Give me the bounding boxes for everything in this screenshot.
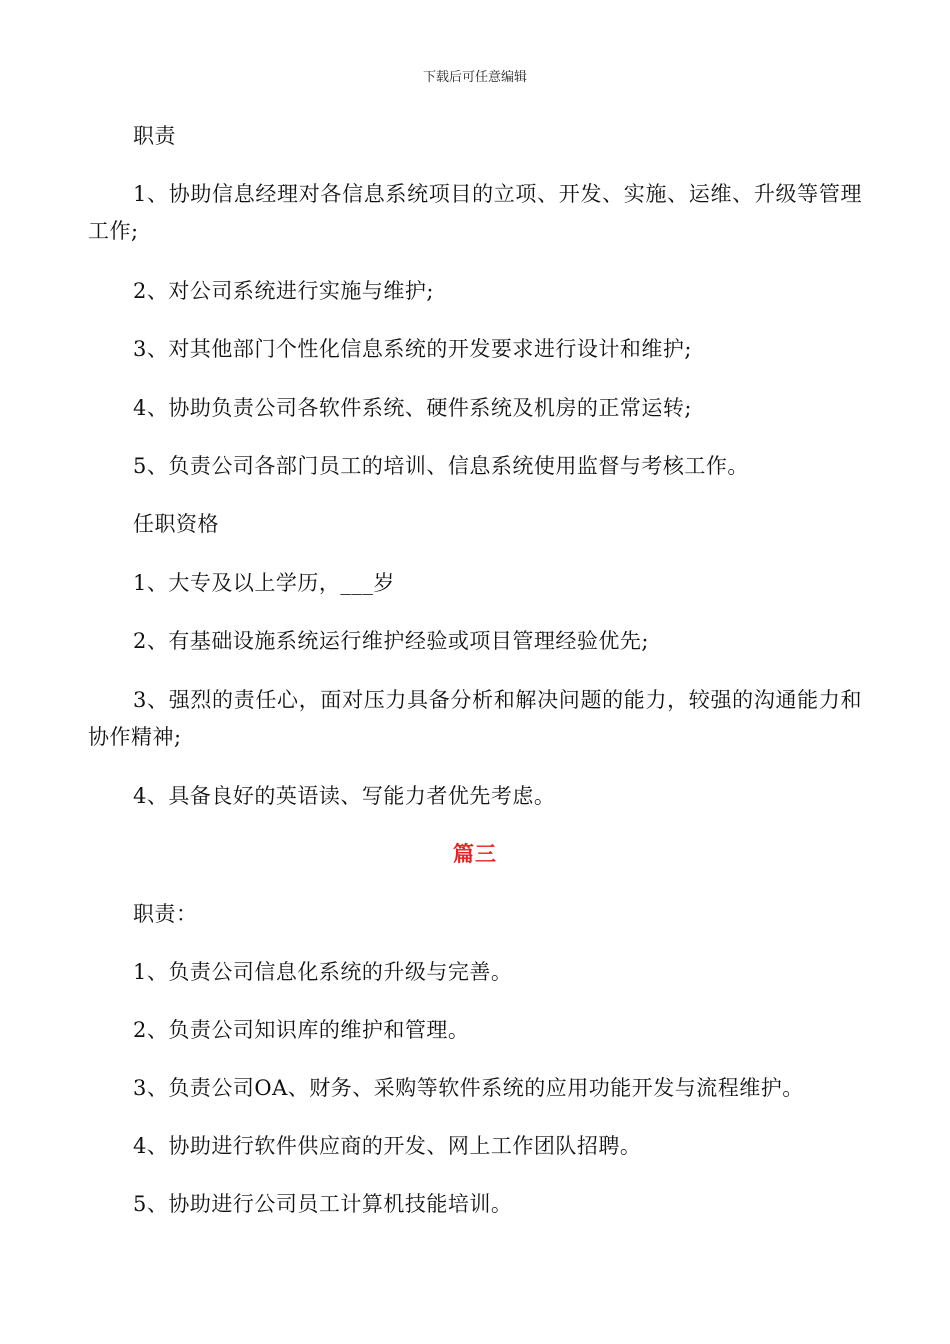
duty-item-1-section-three: 1、负责公司信息化系统的升级与完善。 bbox=[133, 960, 513, 984]
duty-item-3-section-three: 3、负责公司OA、财务、采购等软件系统的应用功能开发与流程维护。 bbox=[133, 1076, 804, 1100]
section-title: 篇三 bbox=[453, 842, 497, 866]
duty-item-4: 4、协助负责公司各软件系统、硬件系统及机房的正常运转; bbox=[133, 396, 692, 420]
duty-heading: 职责 bbox=[133, 124, 176, 148]
page-header-note: 下载后可任意编辑 bbox=[422, 70, 527, 85]
duty-item-4-section-three: 4、协助进行软件供应商的开发、网上工作团队招聘。 bbox=[133, 1134, 642, 1158]
duty-heading-section-three: 职责： bbox=[133, 902, 198, 926]
duty-item-5: 5、负责公司各部门员工的培训、信息系统使用监督与考核工作。 bbox=[133, 454, 749, 478]
duty-item-1: 1、协助信息经理对各信息系统项目的立项、开发、实施、运维、升级等管理工作; bbox=[88, 182, 862, 243]
duty-item-2-section-three: 2、负责公司知识库的维护和管理。 bbox=[133, 1018, 470, 1042]
duty-item-5-section-three: 5、协助进行公司员工计算机技能培训。 bbox=[133, 1192, 513, 1216]
qualification-item-3: 3、强烈的责任心，面对压力具备分析和解决问题的能力，较强的沟通能力和协作精神; bbox=[88, 688, 862, 749]
qualification-heading: 任职资格 bbox=[133, 512, 219, 536]
qualification-item-4: 4、具备良好的英语读、写能力者优先考虑。 bbox=[133, 784, 556, 808]
duty-item-3: 3、对其他部门个性化信息系统的开发要求进行设计和维护; bbox=[133, 337, 692, 361]
qualification-item-1: 1、大专及以上学历，___岁 bbox=[133, 571, 395, 595]
qualification-item-2: 2、有基础设施系统运行维护经验或项目管理经验优先; bbox=[133, 629, 649, 653]
duty-item-2: 2、对公司系统进行实施与维护; bbox=[133, 279, 434, 303]
